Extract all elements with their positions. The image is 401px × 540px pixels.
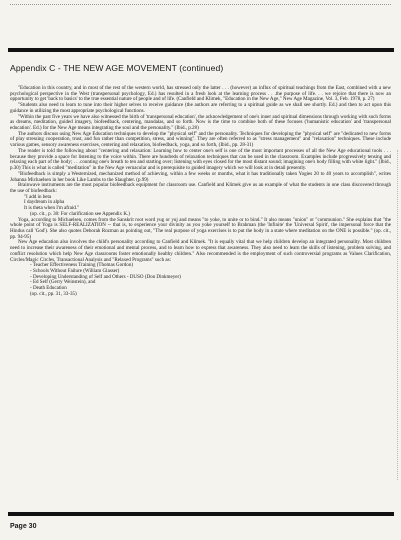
top-rule bbox=[8, 48, 394, 52]
list-item: - Developing Understanding of Self and Others - DUSO (Don Dinkmeyer) bbox=[30, 273, 181, 280]
body-text bbox=[10, 86, 391, 298]
bottom-rule bbox=[8, 512, 394, 516]
quote-line: "I add in beta bbox=[24, 193, 52, 200]
quote-line: It is theta when I'm afraid." bbox=[24, 205, 80, 212]
scan-edge-mark bbox=[10, 4, 391, 5]
list-item: - Death Education bbox=[30, 285, 67, 292]
appendix-heading: Appendix C - THE NEW AGE MOVEMENT (continued) bbox=[10, 63, 224, 73]
list-item: - Schools Without Failure (William Glasser) bbox=[30, 268, 120, 274]
paragraph: "Biofeedback is simply a Westernized, mechanized method of achieving, within a few weeks or months, what it has traditionally taken Yogies 20 to 40 years to accomplish", writes Johanna Michaelsen in her book Like Lambs to the Slaughter. (p.99) bbox=[10, 170, 391, 183]
quote-citation: (op. cit., p. 30: For clarification see Appendix K.) bbox=[30, 210, 130, 217]
paragraph: The reader is told the following about "centering and relaxation: Learning how to center one's self is one of the most important processes of all the New Age educational tools . . . because they provide a space for listening to the voice within. There are hundreds of relaxation techniques that can be used in the classroom. Examples include progressively tensing and relaxing each part of the body; . . .counting one's breath to ten and starting over; listening with eyes closed for the most distant sound; imagining one's body filling with white light." (Ibid., p.30) This is what is called "meditation" in the New Age vernacular and is prerequisite to guided imagery which we will look at in detail presently. bbox=[10, 147, 391, 172]
scan-edge-mark bbox=[391, 150, 398, 480]
list-item: - Teacher Effectiveness Training (Thomas Gordon) bbox=[30, 262, 134, 269]
paragraph: Brainwave instruments are the most popular biofeedback equipment for classroom use. Canfield and Klimek give us an example of what the students in one class discovered through the use of biofeedback: bbox=[10, 182, 391, 194]
list-item: - Ed Self (Gerry Weinstein), and bbox=[30, 279, 96, 286]
page-number: Page 30 bbox=[10, 523, 37, 530]
paragraph: "Within the past five years we have also witnessed the birth of 'transpersonal education', the acknowledgement of one's inner and spiritual dimensions through working with such forms as dreams, meditation, guided imagery, biofeedback, centering, mandalas, and so forth. Now is the time to combine both of these focuses ('humanistic education' and 'transpersonal education'. Ed.) for the New Age means integrating the soul and the personality." (Ibid., p.28) bbox=[10, 113, 391, 132]
paragraph: Yoga, according to Michaelsen, comes from the Sanskrit root word yug or yuj and means "to yoke, to unite or to bind." It also means "union" or "communion." She explains that "the whole point of Yoga is SELF-REALIZATION -- that is, to experience your divinity as you yoke yourself to Brahman (the 'Infinite' the 'Universal Spirit', the impersonal force that the Hindus call 'God'). She also quotes Deborah Rozman as pointing out, "The real purpose of yoga exercises is to put the body in a state where meditation on the ONE is possible." (op. cit., pp. 94-95) bbox=[10, 216, 391, 240]
paragraph: "Education in this country, and in most of the rest of the western world, has stressed only the latter . . . (however) an influx of spiritual teachings from the East, combined with a new psychological perspective in the West (transpersonal psychology, Ed.) has resulted in a fresh look at the learning process . . .the purpose of life. . . we rejoice that there is now an opportunity to get 'back to basics' to the true essential nature of people and of life. (Canfield and Klimek, "Education in the New Age," New Age Magazine, Vol. 3, Feb. 1978, p. 27) bbox=[10, 85, 391, 103]
closing-citation: (op. cit., pp. 31, 33-35) bbox=[30, 290, 77, 297]
paragraph: "Students also need to learn to tune into their higher selves to receive guidance (the authors are referring to a spiritual guide as we shall see shortly. Ed.) and then to act upon this guidance in utilizing the most appropriate psychological functions. bbox=[10, 102, 391, 114]
paragraph: New Age education also involves the child's personality according to Canfield and Klimek. "It is equally vital that we help children develop an integrated personality. Most children need to increase their awareness of their emotional and mental process, and to learn how to express that awareness. They also need to learn the skills of listening, problem solving, and conflict resolution which help New Age classrooms foster emotionally healthy children." Also recommended is the employment of such controversial programs as Values Clarification, Circles/Magic Circles, Transactional Analysis and "Relaxed Programs" such as: bbox=[10, 239, 391, 263]
quote-line: I daydream in alpha bbox=[24, 199, 65, 206]
paragraph: The authors discuss using New Age Education techniques to develop the "physical self" and the personality. Techniques for developing the "physical self" are "dedicated to new forms of play stressing cooperation, trust, and fun rather than competition, stress, and winning". They are often referred to as "stress management" and "relaxation" techniques. These include various games, sensory awareness exercises, centering and relaxation, biofeedback, yoga, and so forth, (Ibid., pp. 28-31) bbox=[10, 130, 391, 149]
